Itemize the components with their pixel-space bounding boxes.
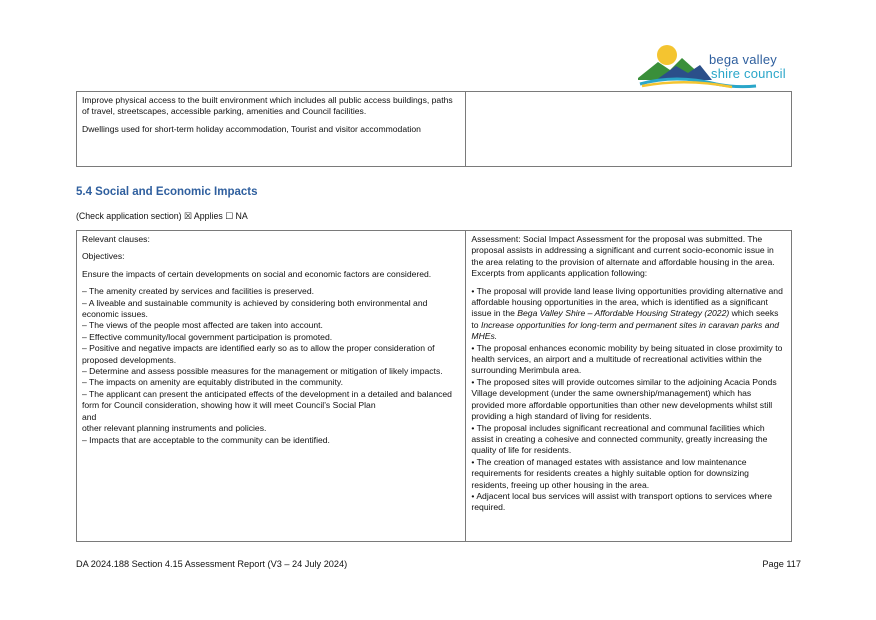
list-item: – Determine and assess possible measures for the management or mitigation of likely impacts.	[82, 366, 443, 377]
list-item: and	[82, 411, 97, 422]
objectives-label: Objectives:	[82, 251, 125, 262]
list-item	[471, 286, 786, 343]
list-item: • The proposed sites will provide outcomes similar to the adjoining Acacia Ponds Village development (under the same ownership/management) which has provided more affordable opportunities than other new developments whilst still providing a high standard of living for residents.	[471, 376, 777, 422]
logo-text-line2: shire council	[711, 66, 786, 81]
section-heading: 5.4 Social and Economic Impacts	[76, 186, 258, 198]
bullet-emphasis: Bega Valley Shire – Affordable Housing Strategy (2022)	[517, 308, 730, 319]
list-item: • The proposal enhances economic mobility by being situated in close proximity to health services, an airport and a multitude of recreational activities within the surrounding Merimbula area.	[471, 342, 783, 376]
relevant-clauses-label: Relevant clauses:	[82, 234, 150, 244]
objectives-list	[82, 286, 460, 446]
objectives-intro: Ensure the impacts of certain developments on social and economic factors are considered.	[82, 268, 432, 279]
list-item: – A liveable and sustainable community is achieved by considering both environmental and economic issues.	[82, 297, 428, 320]
top-table-left-cell	[77, 92, 466, 167]
assessment-intro: Assessment: Social Impact Assessment for the proposal was submitted. The proposal assists in addressing a significant and current socio-economic issue in the area relating to the provision of alternate and affordable housing in the area. Excerpts from applicants application following:	[471, 234, 775, 279]
list-item: – The impacts on amenity are equitably distributed in the community.	[82, 377, 343, 388]
paragraph: Improve physical access to the built environment which includes all public access buildings, paths of travel, streetscapes, accessible parking, amenities and Council facilities.	[82, 95, 453, 117]
list-item: other relevant planning instruments and policies.	[82, 423, 267, 434]
bullet-text: which seeks to	[471, 308, 779, 330]
list-item: – Positive and negative impacts are identified early so as to allow the proper consideration of proposed developments.	[82, 343, 435, 365]
list-item: • The proposal includes significant recreational and communal facilities which assist in creating a cohesive and connected community, greatly increasing the quality of life for residents.	[471, 422, 768, 456]
list-item: – The views of the people most affected are taken into account.	[82, 320, 323, 331]
top-table-right-cell	[466, 92, 792, 167]
list-item: – The amenity created by services and facilities is preserved.	[82, 286, 314, 297]
footer-report-title: DA 2024.188 Section 4.15 Assessment Report (V3 – 24 July 2024)	[76, 559, 348, 569]
footer-page-number: Page 117	[762, 559, 801, 569]
list-item: – The applicant can present the anticipated effects of the development in a detailed and balanced form for Council consideration, showing how it will meet Council’s Social Plan	[82, 388, 452, 411]
assessment-bullets	[471, 286, 786, 514]
logo-text-line1: bega valley	[709, 52, 777, 67]
bullet-text: • The proposal will provide land lease living opportunities providing alternative and affordable housing opportunities in the area, which is identified as a significant issue in the	[471, 285, 783, 319]
list-item: • Adjacent local bus services will assist with transport options to services where required.	[471, 490, 772, 513]
list-item: • The creation of managed estates with assistance and low maintenance requirements for residents creates a highly suitable option for downsizing residents, freeing up other housing in the area.	[471, 456, 749, 490]
list-item: – Impacts that are acceptable to the community can be identified.	[82, 434, 330, 445]
paragraph: Dwellings used for short-term holiday accommodation, Tourist and visitor accommodation	[82, 123, 421, 134]
top-table	[76, 91, 792, 167]
clauses-cell	[77, 231, 466, 542]
bullet-emphasis: Increase opportunities for long-term and permanent sites in caravan parks and MHEs.	[471, 319, 780, 342]
list-item: – Effective community/local government participation is promoted.	[82, 331, 333, 342]
applies-check-line: (Check application section) ☒ Applies ☐ NA	[76, 211, 248, 221]
assessment-cell	[466, 231, 792, 542]
main-table	[76, 230, 792, 542]
